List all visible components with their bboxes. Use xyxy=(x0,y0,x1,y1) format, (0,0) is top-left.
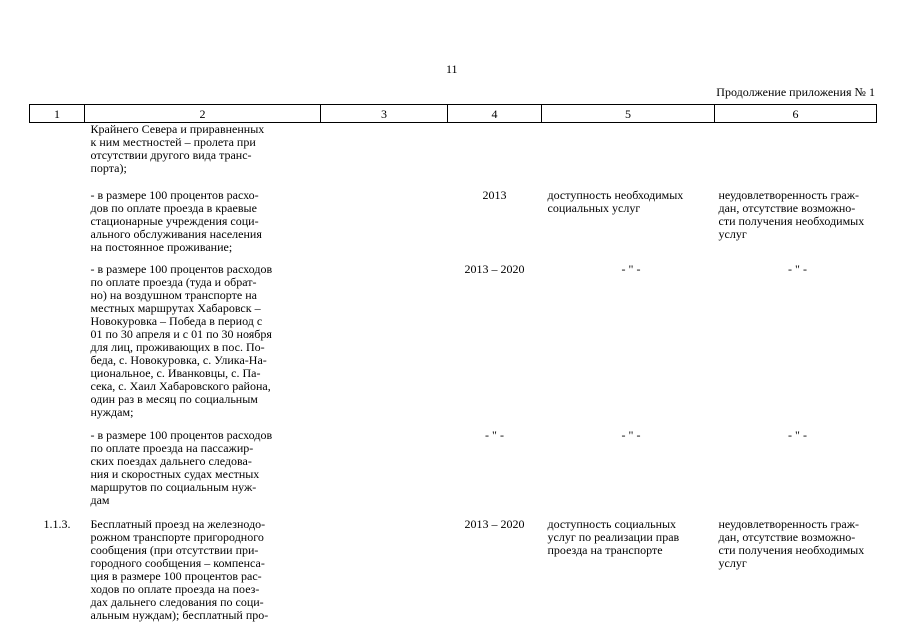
row-period: 2013 xyxy=(482,188,507,202)
row-description-line: ходов по оплате проезда на поез- xyxy=(90,582,260,596)
table-row xyxy=(30,123,877,176)
row-description-line: по оплате проезда на пассажир- xyxy=(90,441,254,455)
row-period: 2013 – 2020 xyxy=(464,517,525,531)
row-result xyxy=(542,123,715,176)
table-body xyxy=(30,123,877,623)
header-col-1: 1 xyxy=(30,105,85,123)
row-description-line: сообщения (при отсутствии при- xyxy=(90,543,259,557)
row-description-line: отсутствии другого вида транс- xyxy=(90,148,252,162)
row-description-line: местных маршрутах Хабаровск – xyxy=(90,301,261,315)
program-table xyxy=(29,104,877,622)
row-description-line: дах дальнего следования по соци- xyxy=(90,595,264,609)
row-description-line: беда, с. Новокуровка, с. Улика-На- xyxy=(90,353,267,367)
table-row xyxy=(30,507,877,622)
row-description-line: - в размере 100 процентов расходов xyxy=(90,428,273,442)
row-col-3 xyxy=(321,419,448,507)
row-risk: - " - xyxy=(788,262,807,276)
row-description xyxy=(85,507,321,622)
row-description-line: 01 по 30 апреля и с 01 по 30 ноября xyxy=(90,327,272,341)
row-number xyxy=(30,175,85,254)
row-risk-line: услуг xyxy=(718,227,747,241)
row-risk-line: неудовлетворенность граж- xyxy=(718,188,859,202)
row-description-line: нуждам; xyxy=(90,405,134,419)
row-description-line: циональное, с. Иванковцы, с. Па- xyxy=(90,366,261,380)
row-number xyxy=(30,123,85,176)
row-description-line: Крайнего Севера и приравненных xyxy=(90,122,265,136)
row-risk: - " - xyxy=(788,428,807,442)
row-period xyxy=(448,123,542,176)
row-risk-line: дан, отсутствие возможно- xyxy=(718,530,856,544)
row-description-line: дам xyxy=(90,493,110,507)
row-risk-line: неудовлетворенность граж- xyxy=(718,517,859,531)
row-description-line: сека, с. Хаил Хабаровского района, xyxy=(90,379,271,393)
row-risk-line: услуг xyxy=(718,556,747,570)
row-description-line: альным нуждам); бесплатный про- xyxy=(90,608,269,622)
row-risk xyxy=(715,507,877,622)
header-col-6: 6 xyxy=(715,105,877,123)
row-col-3 xyxy=(321,254,448,419)
table-row xyxy=(30,419,877,507)
row-result xyxy=(542,507,715,622)
row-period: - " - xyxy=(485,428,504,442)
header-col-5: 5 xyxy=(542,105,715,123)
row-result-line: услуг по реализации прав xyxy=(547,530,680,544)
header-row xyxy=(30,105,877,123)
header-col-2: 2 xyxy=(85,105,321,123)
row-number xyxy=(30,419,85,507)
row-result-line: доступность необходимых xyxy=(547,188,684,202)
row-description-line: - в размере 100 процентов расходов xyxy=(90,262,273,276)
row-description-line: порта); xyxy=(90,161,127,175)
row-period: 2013 – 2020 xyxy=(464,262,525,276)
row-risk xyxy=(715,123,877,176)
row-description xyxy=(85,175,321,254)
row-description xyxy=(85,419,321,507)
row-description-line: рожном транспорте пригородного xyxy=(90,530,264,544)
row-description-line: к ним местностей – пролета при xyxy=(90,135,256,149)
row-description-line: ция в размере 100 процентов рас- xyxy=(90,569,262,583)
row-risk-line: сти получения необходимых xyxy=(718,214,865,228)
row-description-line: маршрутов по социальным нуж- xyxy=(90,480,257,494)
row-col-3 xyxy=(321,123,448,176)
row-description-line: дов по оплате проезда в краевые xyxy=(90,201,257,215)
row-risk xyxy=(715,175,877,254)
row-risk-line: сти получения необходимых xyxy=(718,543,865,557)
row-description-line: по оплате проезда (туда и обрат- xyxy=(90,275,257,289)
table-row xyxy=(30,254,877,419)
row-result-line: проезда на транспорте xyxy=(547,543,663,557)
row-description-line: но) на воздушном транспорте на xyxy=(90,288,257,302)
row-description-line: Бесплатный проезд на железнодо- xyxy=(90,517,266,531)
row-result: - " - xyxy=(621,428,641,442)
appendix-continuation-note: Продолжение приложения № 1 xyxy=(716,85,875,99)
row-col-3 xyxy=(321,507,448,622)
row-description-line: Новокуровка – Победа в период с xyxy=(90,314,263,328)
row-description-line: для лиц, проживающих в пос. По- xyxy=(90,340,265,354)
row-result-line: социальных услуг xyxy=(547,201,641,215)
row-description xyxy=(85,254,321,419)
row-description-line: ального обслуживания населения xyxy=(90,227,262,241)
row-number: 1.1.3. xyxy=(43,517,71,531)
row-description-line: один раз в месяц по социальным xyxy=(90,392,258,406)
row-number xyxy=(30,254,85,419)
row-col-3 xyxy=(321,175,448,254)
row-result xyxy=(542,175,715,254)
row-description-line: - в размере 100 процентов расхо- xyxy=(90,188,259,202)
page-number: 11 xyxy=(446,62,458,76)
row-result-line: доступность социальных xyxy=(547,517,677,531)
row-description-line: ских поездах дальнего следова- xyxy=(90,454,252,468)
row-description-line: ния и скоростных судах местных xyxy=(90,467,260,481)
row-description xyxy=(85,123,321,176)
table-row xyxy=(30,175,877,254)
header-col-3: 3 xyxy=(321,105,448,123)
row-description-line: городного сообщения – компенса- xyxy=(90,556,265,570)
row-description-line: стационарные учреждения соци- xyxy=(90,214,259,228)
header-col-4: 4 xyxy=(448,105,542,123)
row-description-line: на постоянное проживание; xyxy=(90,240,233,254)
table-header xyxy=(30,105,877,123)
row-risk-line: дан, отсутствие возможно- xyxy=(718,201,856,215)
row-result: - " - xyxy=(621,262,641,276)
